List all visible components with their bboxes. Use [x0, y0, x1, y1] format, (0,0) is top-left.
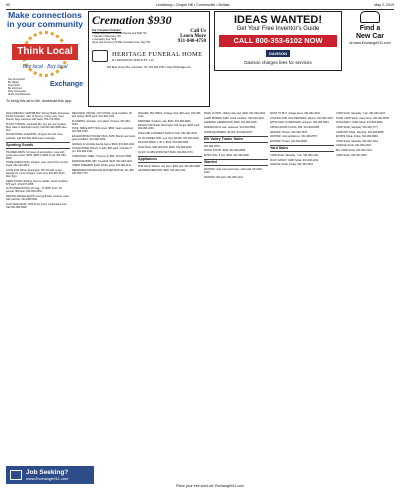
- category-heading: Appliances: [138, 156, 202, 163]
- classified-ad: SOLAR PANEL CLEANING, all types of roofs. Free estimate. Call 615-482-0011 leave message.: [6, 133, 63, 140]
- promo-bullets: [8, 78, 48, 96]
- classified-ad: YARD SALE, Saturday. 931-993-7777.: [336, 125, 379, 129]
- cremation-item: • Transfer of Remains *39: [92, 35, 121, 39]
- classified-ad: WOOD STOVE, $250. 931-993-8989.: [204, 149, 246, 153]
- classified-ad: GARAGE SALE. 931-993-2323.: [336, 144, 372, 148]
- category-heading: Elk Valley Trader Sales: [204, 136, 268, 143]
- cremation-item: • Crematory Fee *200: [92, 38, 117, 42]
- page-date: May 2, 2019: [374, 3, 394, 7]
- job-url: www.Exchange911.com: [26, 476, 69, 481]
- bottom-line: Place your free word ad: Exchange911.com: [176, 484, 244, 488]
- call-us: Call Us: [190, 29, 206, 34]
- classified-ad: LOOKING FOR OLD RECORDS, albums. 931-993-4343.: [270, 116, 334, 120]
- classified-ad: BIG YARD SALE. 931-993-3434.: [336, 149, 373, 153]
- includes-title: Our Cremation Includes:: [92, 29, 122, 32]
- cremation-item: • Basic Services of Funeral Director and Staff *All: [92, 32, 147, 36]
- ideas-sub: Get Your Free Inventor's Guide: [236, 26, 320, 32]
- page-header: [6, 3, 394, 8]
- classified-ad: MULTI-FAMILY YARD SALE. 931-993-2222.: [270, 158, 319, 162]
- exchange-logo: Exchange: [50, 81, 84, 88]
- ideas-phone: CALL 800-353-6102 NOW: [219, 35, 337, 47]
- classified-ad: COLLECTIBLE DOLLS, 6 dolls, $20 each. Call after 5 pm. 931-993-4441.: [72, 147, 132, 154]
- classified-ad: ROLLER MARK 1 UP 2, $100. 931-993-5050.: [138, 141, 189, 145]
- classified-column: [336, 112, 400, 482]
- classified-ad: CROSS ROOM CLOCK, $50. 931-993-6565.: [270, 125, 320, 129]
- classified-ad: EXERCISE BIKE, $60. Treadmill, $125. 931-993-2222.: [72, 159, 133, 163]
- promo-line2: in your community: [6, 19, 84, 29]
- think-local-badge: [12, 31, 78, 85]
- classified-ad: WANT TO BUY, vintage items. 931-993-3232.: [270, 112, 321, 115]
- classified-ad: YARD SALE, Saturday. 931-993-1212.: [336, 139, 379, 143]
- category-heading: Wanted: [204, 159, 268, 166]
- classified-column: [270, 112, 334, 482]
- promo-bullet: Get Connected: [8, 78, 25, 81]
- community-promo: [6, 11, 84, 107]
- classified-ad: FLOORING, laminate, vinyl plank, 9 boxes. 931-993-5204.: [72, 119, 131, 126]
- category-heading: Sporting Goods: [6, 142, 70, 149]
- classified-ad: 20' RV INSPECTION, new tires, $3,500. 931-993-4040.: [138, 136, 200, 140]
- classified-ad: WALKER, PIE TABLE, Vintage chair, $25 each. 931-993-1212.: [138, 112, 202, 119]
- classified-ad: RIGID 10 INCH, sliding mitre saw, $200. 931-993-2323.: [204, 112, 266, 115]
- classified-ad: CHRISTMAS TREE, 7 foot pre-lit, $50. 931-637-0555.: [72, 155, 132, 159]
- find-car-line1: Find a: [359, 25, 381, 32]
- classified-ad: SAVAGE 12 GAUGE double barrel, $300. 931-993-1001.: [72, 142, 136, 146]
- classified-ad: GOLF BALL AND WAGON, $200. 931-993-6060.: [138, 145, 193, 149]
- classified-ad: GARAGE SALE, Friday. 931-993-3333.: [270, 163, 314, 167]
- classified-ad: GUN SAFE 60x30, 1500 lb fire proof, combination lock. Call 931-993-4508.: [6, 202, 68, 209]
- classified-ad: BUSH HOG, 5 foot, $400. 931-993-9090.: [204, 153, 250, 157]
- job-title: Job Seeking?: [26, 469, 69, 476]
- classified-ad: SOFA AND LOVESEAT, $200 for both. 931-993-3030.: [138, 132, 198, 136]
- classified-ad: QUICK CLUBS ROOM SET, $200. 931-993-7070.: [138, 150, 194, 154]
- classified-ad: FIVE FAMILY YARD SALE. 931-993-6666.: [336, 121, 384, 125]
- classified-ad: RECLINER, OFFICE, LIFT CHAIR, good condition, lift and recline. $150 each. 931-993-7021.: [72, 112, 132, 119]
- classified-ad: YARD SALE. 931-993-4545.: [336, 153, 368, 157]
- classified-ad: RIFLES FOR SALE. Remington 700, Ruger, $400 each. 931-993-2020.: [138, 124, 200, 131]
- cremation-ad: [88, 11, 210, 107]
- classified-ad: WANTED: Horses. 931-993-7676.: [270, 130, 308, 134]
- classified-column: [72, 112, 136, 482]
- classified-ad: HUGE YARD SALE, many items. 931-993-5555.: [336, 116, 390, 120]
- cremation-phone: 931-840-4750: [177, 39, 206, 44]
- classified-column: [204, 112, 268, 482]
- classified-ad: DRIVING RANGE EQUIP. Used golf balls, buckets, mats, ball machine. 931-698-5082.: [6, 195, 70, 202]
- classified-ad: ESTATE SALE, Friday. 931-993-9999.: [336, 135, 379, 139]
- car-icon: [360, 11, 380, 23]
- classified-ad: DEER STAND climbing, lock-on, ladder. Good condition. $75 each. 931-637-4055.: [6, 179, 69, 186]
- classified-ad: FARM EQUIPMENT, $1,000. 931-993-6767.: [204, 130, 253, 134]
- find-car-url: at www.Exchange911.com: [349, 41, 391, 45]
- cremation-price: Cremation $930: [92, 13, 172, 27]
- classified-ad: FOR SALE: Washer and dryer, $300 pair. 931-993-9090.: [138, 164, 201, 168]
- briefcase-icon: [10, 470, 22, 480]
- think-local-banner: Think Local: [12, 44, 78, 60]
- job-seeking-ad: [6, 466, 94, 484]
- classified-ad: WANTED: Tractor. 931-993-9898.: [270, 139, 308, 143]
- paper-name: Lewisburg • Chapel Hill • Cornersville • Belfast: [156, 3, 230, 7]
- classified-ad: YARD SALE, Saturday, 7 am. 931-993-4444.: [336, 112, 386, 115]
- funeral-home-sub: & CREMATION SERVICES, LLC: [112, 57, 155, 62]
- classified-column: [6, 112, 70, 462]
- classified-ad: REFRIGERATOR DELUXE MASTER MOTOR, fan, $50. 931-993-7770.: [72, 169, 135, 176]
- classified-ad: WANTED: Junk appliances. 931-993-8787.: [270, 135, 318, 139]
- classified-ad: GUNS FOR SALE. Remington 700 270 with scope, Savage 22, pump shotgun. Cash only. 931-987-6140 after 6pm.: [6, 168, 65, 179]
- funeral-home-name: HERITAGE FUNERAL HOME: [112, 50, 203, 58]
- promo-bullet: Stay Connected: [8, 90, 26, 94]
- promo-bullet: Be Informed: [8, 87, 22, 91]
- classified-ad: YARD SALE, Saturday, 7 am. 931-993-1111.: [270, 153, 320, 157]
- classified-ad: DRESSER, 6 drawer, oak, $150. 931-993-8080.: [138, 119, 192, 123]
- page-number: 50: [6, 3, 10, 7]
- classified-ad: POOL TABLE WITH SNG cover, $500. Near Lewisburg. 931-683-1000.: [72, 127, 134, 134]
- classified-ad: GE REFRIGERATOR, $250. 931-993-1111.: [138, 169, 186, 173]
- promo-bullet: Find Local Business: [8, 93, 31, 97]
- ideas-tag: Davison charges fees for services: [244, 60, 312, 65]
- funeral-home-address: 620 Bear Creek Pike, Columbia, TN • 931-840-4750 • www.TNHeritage.com: [107, 66, 191, 70]
- classified-ad: WANTED: Junk cars and trucks, cash paid. 931-993-1010.: [204, 167, 263, 174]
- promo-bullet: Be Happy: [8, 81, 19, 85]
- promo-line1: Make connections: [8, 10, 82, 20]
- classified-ad: FIREWOOD for sale, delivered. 931-993-5656.: [204, 125, 256, 129]
- classified-ad: GENERAC GENERATOR, $500. 931-993-4545.: [204, 121, 258, 125]
- buy-local-text: Buy local · Buy local: [22, 64, 68, 70]
- classified-ad: PLANT, TOWING, overhead lifts. Any job, any location. Best value in Marshall County. Call 931-993-4580 after 5pm.: [6, 122, 67, 132]
- ideas-title: IDEAS WANTED!: [234, 14, 322, 26]
- heritage-logo-icon: [92, 50, 108, 62]
- classified-ad: HOME INSPECTION, shotgun, rack, tripod 8 fix mounts, stand. 931-222-4501.: [6, 161, 69, 168]
- classified-ad: DOG FRIENDLY LEWISBURG! Spring Middle Tennessee Parish fundraiser, sale 10 Spruce. Come early, meet friends, dogs welcome with leash. 931-270-0018.: [6, 112, 70, 122]
- cremation-item: (Fees and service) •75 Mile Cremation Fee, Tag *NO: [92, 41, 151, 45]
- classified-ad: CARPORT SALE, Saturday. 931-993-8888.: [336, 130, 385, 134]
- classified-column: [138, 112, 202, 482]
- learn-more: Learn More: [180, 34, 206, 39]
- classified-ad: LAWN MOWER, $150. Good condition. 931-993-3434.: [204, 116, 265, 120]
- find-car-line2: New Car: [355, 33, 384, 40]
- promo-footer: To bring this ad to life, download this app:: [6, 99, 72, 103]
- ideas-wanted-ad: [214, 11, 342, 71]
- promo-bullet: Feel Good: [8, 84, 20, 88]
- classified-ad: WANTED: Old tools. 931-993-2121.: [204, 175, 244, 179]
- davison-logo: DAVISON: [266, 50, 290, 57]
- classified-ad: CHEST FREEZER, $100. Works great. 931-683-1111.: [72, 164, 132, 168]
- classified-ad: EAGEROSITIES HOCKEY BAG, $150. Brand new boots, good condition. 931-698-1000.: [72, 135, 136, 142]
- classified-ad: WHICH WAY IS WESTERN, antiques. 931-993-5454.: [270, 121, 330, 125]
- category-heading: Yard Sales: [270, 145, 334, 152]
- classified-ad: TRAINER ARMS, 12 boxes of ammunition, case with scope and extras, $150, $165 or $400 for all. 931-684-5502.: [6, 150, 67, 160]
- classified-ad: AUTO AMMUNITION, 22 mag, .17 HMR, 9mm, 38 special, 380 auto. 931-829-0051.: [6, 187, 62, 194]
- find-car-ad: [346, 11, 394, 55]
- classified-ad: 931-993-7878.: [204, 144, 221, 148]
